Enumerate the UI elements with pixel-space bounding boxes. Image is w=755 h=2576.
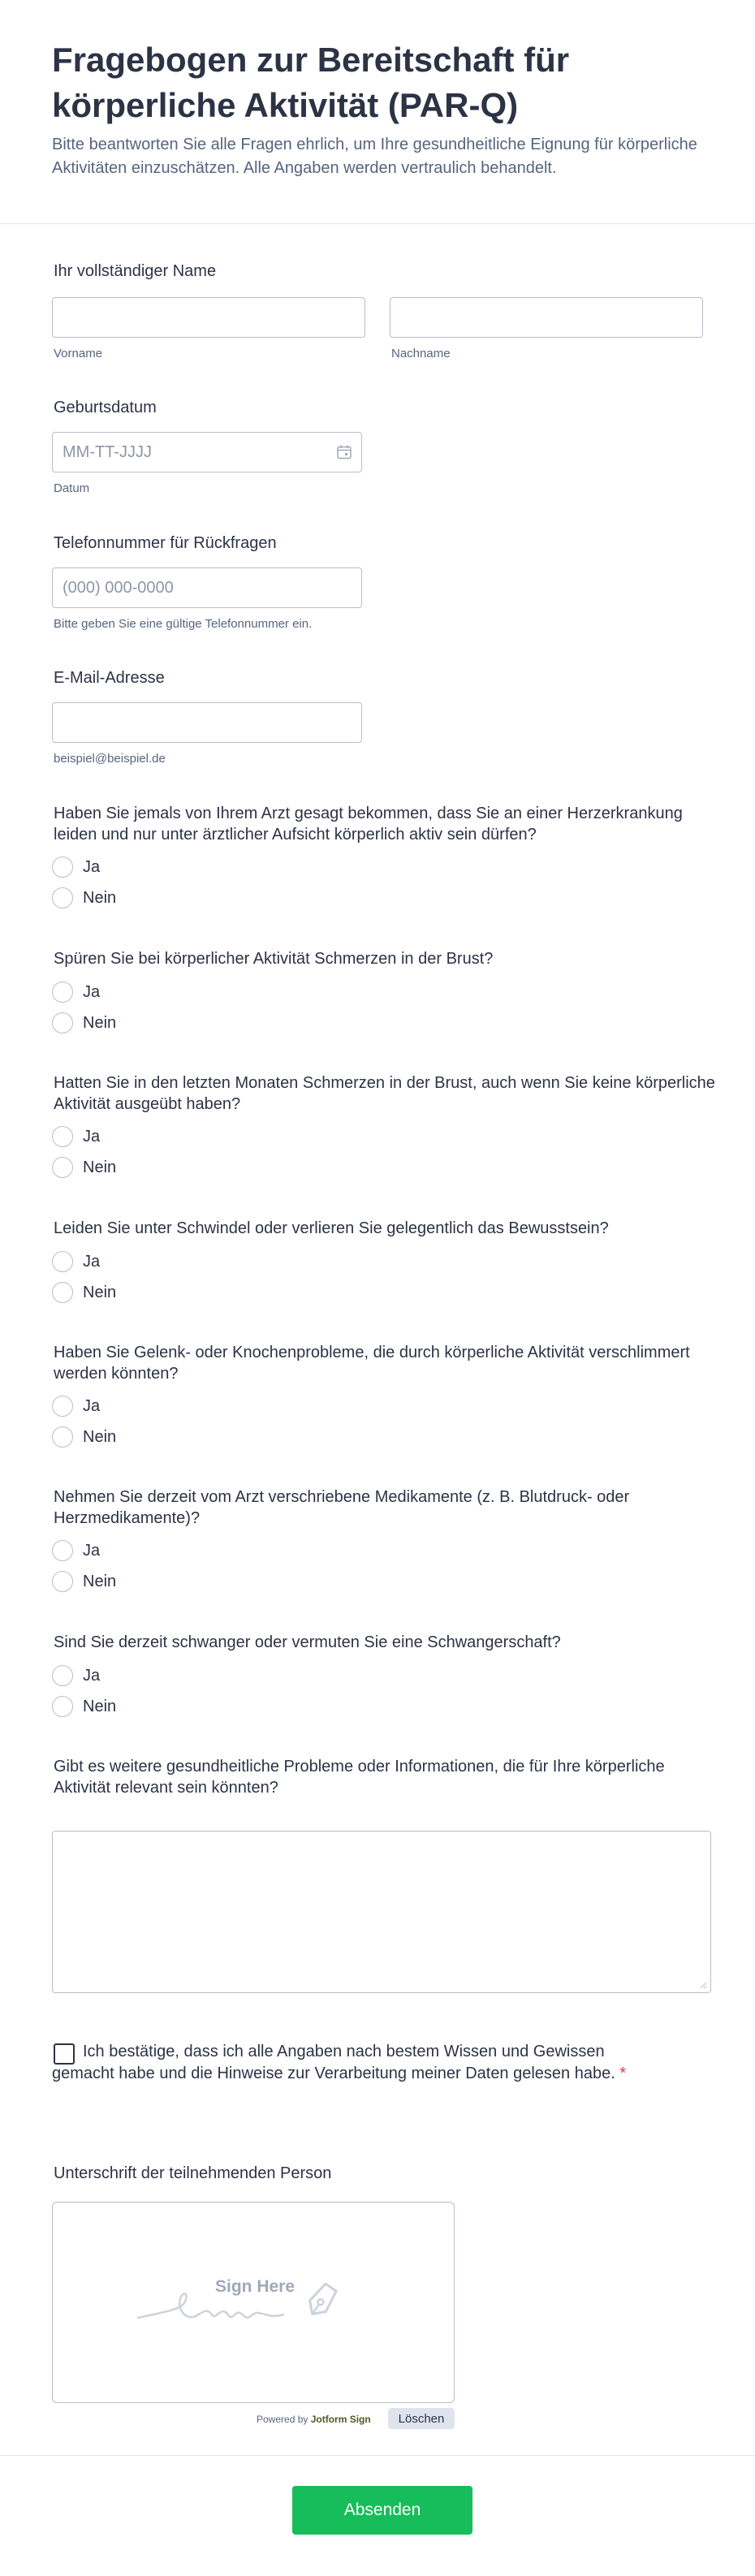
first-name-sublabel: Vorname	[54, 347, 103, 360]
form-title: Fragebogen zur Bereitschaft für körperliche Aktivität (PAR-Q)	[52, 41, 570, 124]
other-info-label: Gibt es weitere gesundheitliche Probleme oder Informationen, die für Ihre körperliche Aktivität relevant sein könnten?	[54, 1758, 665, 1797]
birthdate-input[interactable]	[52, 432, 362, 472]
submit-button[interactable]: Absenden	[292, 2486, 472, 2535]
email-label: E-Mail-Adresse	[54, 669, 165, 687]
radio-option-meds-ja[interactable]: Ja	[52, 1539, 100, 1562]
powered-prefix: Powered by	[257, 2414, 308, 2425]
radio-button[interactable]	[52, 1012, 73, 1033]
radio-button[interactable]	[52, 1426, 73, 1448]
radio-option-meds-nein[interactable]: Nein	[52, 1570, 116, 1593]
phone-input[interactable]	[52, 567, 362, 608]
radio-option-dizzy-nein[interactable]: Nein	[52, 1281, 116, 1304]
question-chest-pain-activity: Spüren Sie bei körperlicher Aktivität Schmerzen in der Brust?	[54, 950, 494, 968]
other-info-textarea[interactable]	[52, 1831, 711, 1993]
footer-divider	[0, 2455, 755, 2456]
email-input[interactable]	[52, 702, 362, 743]
radio-option-heart-ja[interactable]: Ja	[52, 856, 100, 878]
radio-option-joint-nein[interactable]: Nein	[52, 1426, 116, 1448]
form-subtitle: Bitte beantworten Sie alle Fragen ehrlich, um Ihre gesundheitliche Eignung für körperliche Aktivitäten einzuschätzen. Alle Angaben werden vertraulich behandelt.	[52, 136, 697, 177]
phone-label: Telefonnummer für Rückfragen	[54, 534, 277, 552]
radio-button[interactable]	[52, 1571, 73, 1592]
radio-option-rest-nein[interactable]: Nein	[52, 1156, 116, 1179]
radio-option-joint-ja[interactable]: Ja	[52, 1395, 100, 1417]
birthdate-sublabel: Datum	[54, 481, 90, 495]
radio-option-preg-ja[interactable]: Ja	[52, 1664, 100, 1687]
form-header	[0, 0, 755, 224]
email-sublabel: beispiel@beispiel.de	[54, 752, 166, 766]
signature-label: Unterschrift der teilnehmenden Person	[54, 2164, 332, 2182]
name-label: Ihr vollständiger Name	[54, 262, 217, 280]
radio-button[interactable]	[52, 1665, 73, 1686]
radio-button[interactable]	[52, 857, 73, 878]
radio-option-rest-ja[interactable]: Ja	[52, 1125, 100, 1148]
question-chest-pain-rest: Hatten Sie in den letzten Monaten Schmerzen in der Brust, auch wenn Sie keine körperliche Aktivität ausgeübt haben?	[54, 1074, 715, 1113]
question-medication: Nehmen Sie derzeit vom Arzt verschriebene Medikamente (z. B. Blutdruck- oder Herzmedikamente)?	[54, 1488, 630, 1527]
consent-label	[52, 2041, 669, 2085]
powered-brand: Jotform Sign	[310, 2414, 371, 2425]
radio-option-preg-nein[interactable]: Nein	[52, 1695, 116, 1718]
radio-option-heart-nein[interactable]: Nein	[52, 887, 116, 909]
radio-button[interactable]	[52, 1251, 73, 1272]
radio-button[interactable]	[52, 887, 73, 908]
signature-pad[interactable]	[52, 2202, 455, 2403]
signature-placeholder: Sign Here	[215, 2277, 296, 2296]
radio-button[interactable]	[52, 1540, 73, 1561]
resize-handle-icon[interactable]	[699, 1981, 707, 1989]
calendar-icon[interactable]	[336, 444, 352, 460]
radio-button[interactable]	[52, 982, 73, 1003]
question-dizziness: Leiden Sie unter Schwindel oder verlieren Sie gelegentlich das Bewusstsein?	[54, 1219, 609, 1237]
radio-option-chest-ja[interactable]: Ja	[52, 981, 100, 1003]
powered-by	[257, 2413, 371, 2426]
radio-button[interactable]	[52, 1282, 73, 1303]
birthdate-label: Geburtsdatum	[54, 399, 157, 416]
radio-option-dizzy-ja[interactable]: Ja	[52, 1250, 100, 1273]
phone-sublabel: Bitte geben Sie eine gültige Telefonnummer ein.	[54, 617, 313, 631]
clear-signature-button[interactable]: Löschen	[388, 2408, 455, 2429]
consent-text: Ich bestätige, dass ich alle Angaben nach bestem Wissen und Gewissen gemacht habe und die Hinweise zur Verarbeitung meiner Daten gelesen habe.	[52, 2043, 615, 2082]
radio-button[interactable]	[52, 1396, 73, 1417]
radio-option-chest-nein[interactable]: Nein	[52, 1012, 116, 1034]
question-joint-problems: Haben Sie Gelenk- oder Knochenprobleme, die durch körperliche Aktivität verschlimmert werden könnten?	[54, 1344, 690, 1383]
radio-button[interactable]	[52, 1126, 73, 1147]
radio-button[interactable]	[52, 1696, 73, 1717]
last-name-input[interactable]	[390, 297, 703, 338]
question-heart-condition: Haben Sie jemals von Ihrem Arzt gesagt bekommen, dass Sie an einer Herzerkrankung leiden und nur unter ärztlicher Aufsicht körperlich aktiv sein dürfen?	[54, 805, 683, 844]
last-name-sublabel: Nachname	[391, 347, 451, 360]
radio-button[interactable]	[52, 1157, 73, 1178]
question-pregnancy: Sind Sie derzeit schwanger oder vermuten Sie eine Schwangerschaft?	[54, 1633, 561, 1651]
first-name-input[interactable]	[52, 297, 365, 338]
required-marker: *	[619, 2065, 627, 2082]
